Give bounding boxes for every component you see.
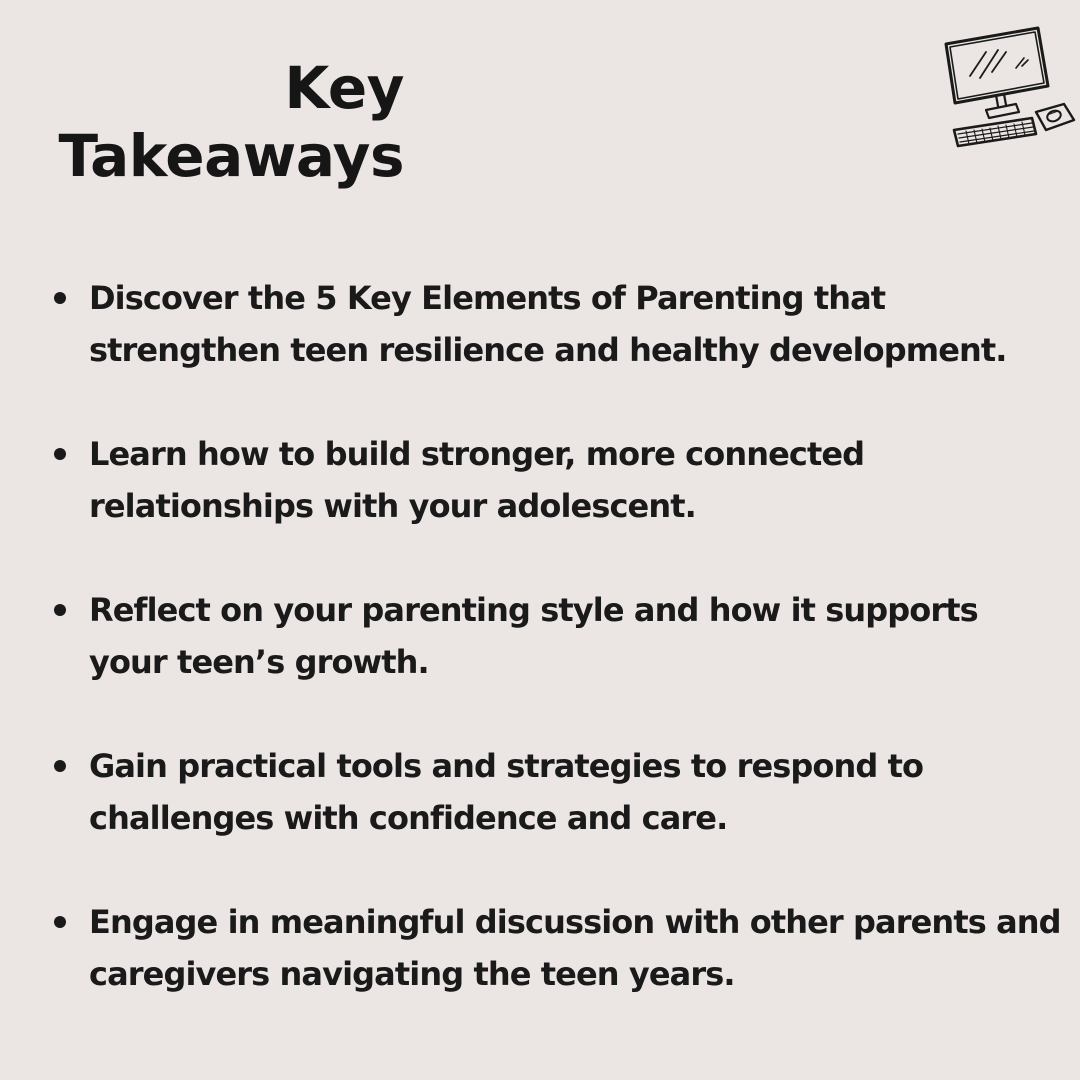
list-item	[52, 584, 1062, 688]
list-item	[52, 740, 1062, 844]
bullet-icon	[54, 604, 66, 616]
takeaway-text: Engage in meaningful discussion with other parents and caregivers navigating the teen years.	[89, 903, 1061, 993]
list-item	[52, 272, 1062, 376]
takeaway-text: Learn how to build stronger, more connected relationships with your adolescent.	[89, 435, 865, 525]
title-line-2: Takeaways	[58, 122, 404, 190]
takeaway-text: Gain practical tools and strategies to respond to challenges with confidence and care.	[89, 747, 924, 837]
bullet-icon	[54, 292, 66, 304]
list-item	[52, 896, 1062, 1000]
bullet-icon	[54, 760, 66, 772]
takeaway-text: Reflect on your parenting style and how it supports your teen’s growth.	[89, 591, 978, 681]
takeaway-text: Discover the 5 Key Elements of Parenting that strengthen teen resilience and healthy development.	[89, 279, 1007, 369]
takeaways-list	[52, 272, 1062, 1000]
bullet-icon	[54, 448, 66, 460]
list-item	[52, 428, 1062, 532]
title-line-1: Key	[284, 54, 404, 122]
bullet-icon	[54, 916, 66, 928]
page-title	[24, 54, 404, 190]
desktop-computer-icon	[940, 22, 1080, 156]
